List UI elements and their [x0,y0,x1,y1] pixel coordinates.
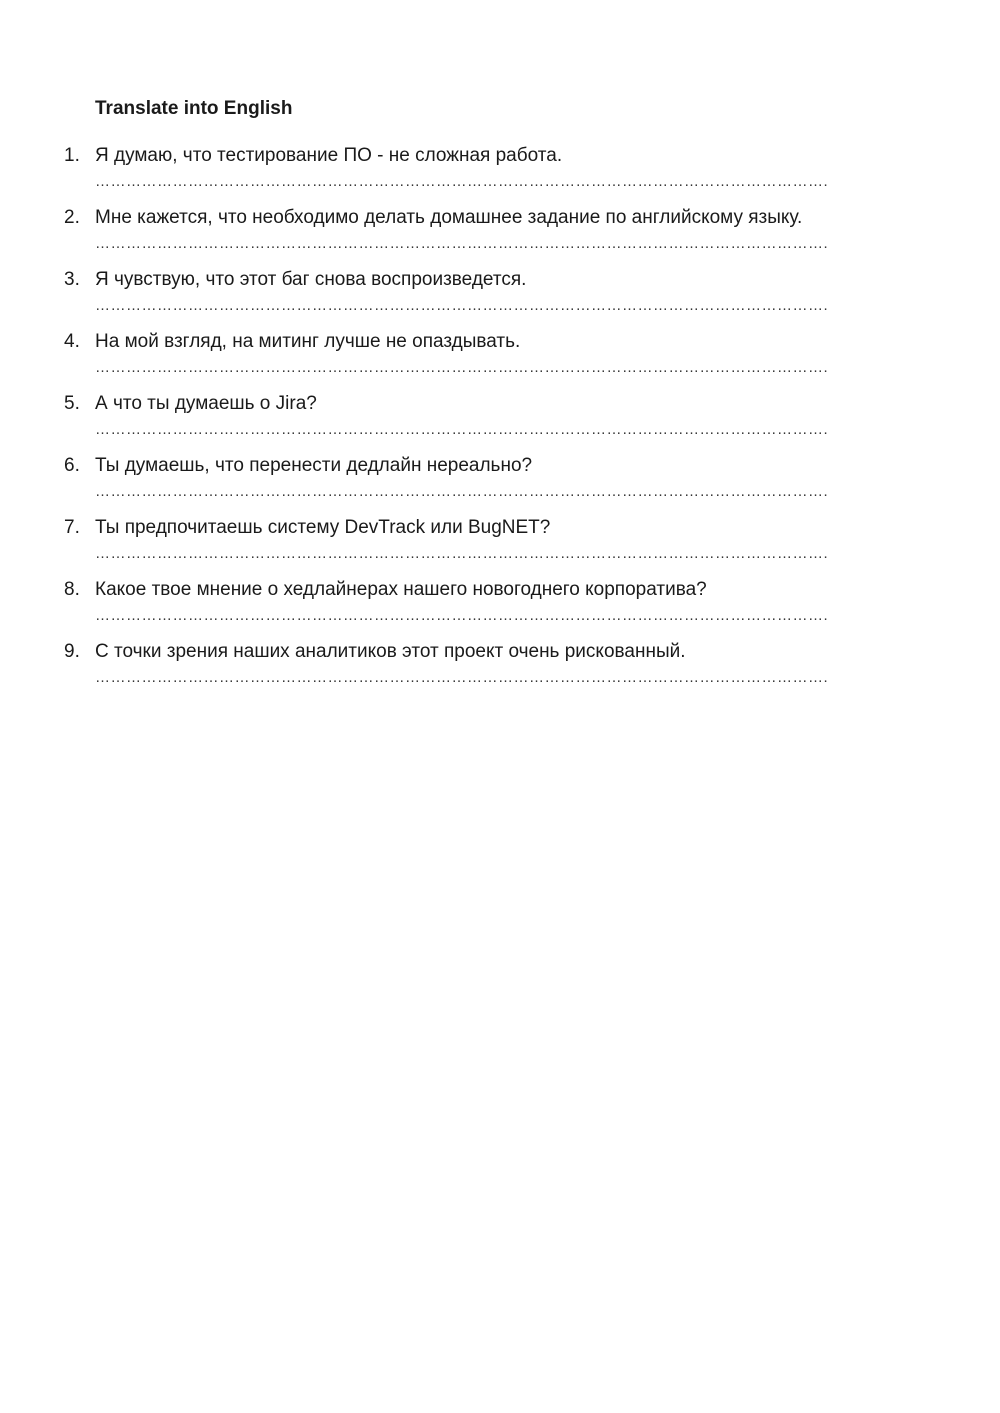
answer-line: ……………………………………………………………………………………………………………………………. [95,235,829,252]
item-sentence: Я думаю, что тестирование ПО - не сложная работа. [95,145,563,166]
item-number: 7. [64,517,80,538]
answer-line: ……………………………………………………………………………………………………………………………. [95,607,829,624]
exercise-item [0,328,1000,390]
answer-line: ……………………………………………………………………………………………………………………………. [95,173,829,190]
item-number: 8. [64,579,80,600]
exercise-item [0,142,1000,204]
answer-line: ……………………………………………………………………………………………………………………………. [95,297,829,314]
item-number: 5. [64,393,80,414]
item-number: 2. [64,207,80,228]
answer-line: ……………………………………………………………………………………………………………………………. [95,669,829,686]
answer-line: ……………………………………………………………………………………………………………………………. [95,421,829,438]
item-sentence: Какое твое мнение о хедлайнерах нашего новогоднего корпоратива? [95,579,707,600]
worksheet-title: Translate into English [95,98,293,119]
item-number: 4. [64,331,80,352]
item-number: 6. [64,455,80,476]
exercise-item [0,266,1000,328]
item-number: 9. [64,641,80,662]
item-sentence: Ты предпочитаешь систему DevTrack или BugNET? [95,517,551,538]
answer-line: ……………………………………………………………………………………………………………………………. [95,545,829,562]
exercise-item [0,576,1000,638]
exercise-item [0,514,1000,576]
item-sentence: С точки зрения наших аналитиков этот проект очень рискованный. [95,641,686,662]
answer-line: ……………………………………………………………………………………………………………………………. [95,359,829,376]
item-sentence: Ты думаешь, что перенести дедлайн нереально? [95,455,533,476]
exercise-item [0,452,1000,514]
item-sentence: А что ты думаешь о Jira? [95,393,317,414]
item-sentence: На мой взгляд, на митинг лучше не опаздывать. [95,331,521,352]
exercise-item [0,390,1000,452]
answer-line: ……………………………………………………………………………………………………………………………. [95,483,829,500]
exercise-list [0,142,1000,700]
item-number: 1. [64,145,80,166]
exercise-item [0,204,1000,266]
exercise-item [0,638,1000,700]
item-sentence: Я чувствую, что этот баг снова воспроизведется. [95,269,527,290]
item-number: 3. [64,269,80,290]
item-sentence: Мне кажется, что необходимо делать домашнее задание по английскому языку. [95,207,803,228]
